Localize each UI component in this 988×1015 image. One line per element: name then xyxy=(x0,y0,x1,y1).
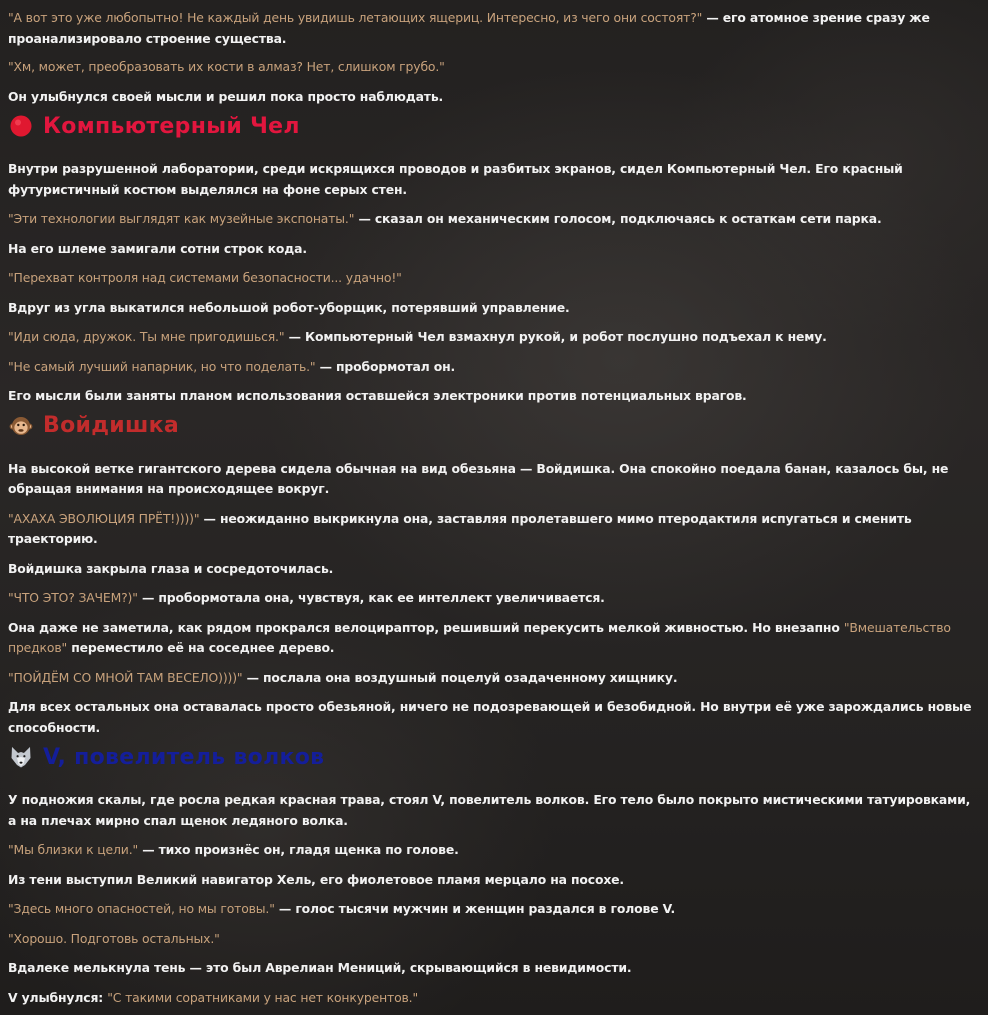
paragraph xyxy=(8,239,972,260)
paragraph xyxy=(8,790,972,831)
narration-text: Вдалеке мелькнула тень — это был Аврелиан Мениций, скрывающийся в невидимости. xyxy=(8,960,632,975)
paragraph xyxy=(8,459,972,500)
paragraph xyxy=(8,668,972,689)
narration-text: — тихо произнёс он, гладя щенка по голове. xyxy=(138,842,459,857)
dialogue-quote: "Здесь много опасностей, но мы готовы." xyxy=(8,901,275,916)
section-heading-voidishka xyxy=(8,407,972,445)
narration-text: Для всех остальных она оставалась просто обезьяной, ничего не подозревающей и безобидной. Но внутри её уже зарождались новые способности. xyxy=(8,699,972,735)
section-title: Войдишка xyxy=(43,413,180,438)
paragraph xyxy=(8,209,972,230)
paragraph xyxy=(8,697,972,738)
story-content xyxy=(8,8,972,1008)
dialogue-quote: "АХАХА ЭВОЛЮЦИЯ ПРЁТ!))))" xyxy=(8,510,200,526)
dialogue-quote: "Перехват контроля над системами безопасности... удачно!" xyxy=(8,270,402,285)
paragraph xyxy=(8,386,972,407)
narration-text: — неожиданно выкрикнула она, заставляя пролетавшего мимо птеродактиля испугаться и сменить траекторию. xyxy=(8,510,912,546)
section-title: V, повелитель волков xyxy=(43,744,325,770)
paragraph xyxy=(8,357,972,378)
paragraph xyxy=(8,588,972,609)
narration-text: Его мысли были заняты планом использования оставшейся электроники против потенциальных врагов. xyxy=(8,388,747,403)
narration-text: — сказал он механическим голосом, подключаясь к остаткам сети парка. xyxy=(354,211,882,226)
paragraph xyxy=(8,870,972,891)
narration-text: Внутри разрушенной лаборатории, среди искрящихся проводов и разбитых экранов, сидел Компьютерный Чел. Его красный футуристичный костюм выделялся на фоне серых стен. xyxy=(8,161,903,197)
narration-text: У подножия скалы, где росла редкая красная трава, стоял V, повелитель волков. Его тело было покрыто мистическими татуировками, а на плечах мирно спал щенок ледяного волка. xyxy=(8,792,971,828)
paragraph xyxy=(8,298,972,319)
dialogue-quote: "Не самый лучший напарник, но что поделать." xyxy=(8,358,316,374)
paragraph xyxy=(8,958,972,979)
dialogue-quote: "ПОЙДЁМ СО МНОЙ ТАМ ВЕСЕЛО))))" xyxy=(8,669,243,685)
narration-text: — Компьютерный Чел взмахнул рукой, и робот послушно подъехал к нему. xyxy=(284,329,827,344)
dialogue-quote: "Иди сюда, дружок. Ты мне пригодишься." xyxy=(8,329,285,344)
narration-text: Вдруг из угла выкатился небольшой робот-уборщик, потерявший управление. xyxy=(8,299,570,315)
paragraph xyxy=(8,159,972,200)
dialogue-quote: "С такими соратниками у нас нет конкурентов." xyxy=(107,989,419,1005)
paragraph xyxy=(8,87,972,108)
section-heading-computer-guy xyxy=(8,107,972,145)
dialogue-quote: "Вмешательство предков" xyxy=(8,619,951,655)
dialogue-quote: "Хорошо. Подготовь остальных." xyxy=(8,930,220,946)
paragraph xyxy=(8,618,972,659)
narration-text: — послала она воздушный поцелуй озадаченному хищнику. xyxy=(242,669,678,685)
paragraph xyxy=(8,57,972,78)
narration-text: На его шлеме замигали сотни строк кода. xyxy=(8,240,307,256)
narration-text: — голос тысячи мужчин и женщин раздался в голове V. xyxy=(274,901,676,916)
paragraph xyxy=(8,559,972,580)
paragraph xyxy=(8,840,972,861)
monkey-face-icon xyxy=(8,413,34,439)
narration-text: Из тени выступил Великий навигатор Хель, его фиолетовое пламя мерцало на посохе. xyxy=(8,871,624,887)
narration-text: — его атомное зрение сразу же проанализировало строение существа. xyxy=(8,10,930,46)
narration-text: V улыбнулся: xyxy=(8,989,108,1005)
narration-text: Войдишка закрыла глаза и сосредоточилась. xyxy=(8,560,334,576)
red-circle-icon xyxy=(8,113,34,139)
section-heading-wolf-lord xyxy=(8,738,972,776)
paragraph xyxy=(8,327,972,348)
paragraph xyxy=(8,8,972,49)
narration-text: — пробормотала она, чувствуя, как ее интеллект увеличивается. xyxy=(137,590,605,605)
narration-text: Он улыбнулся своей мысли и решил пока просто наблюдать. xyxy=(8,88,444,104)
wolf-face-icon xyxy=(8,744,34,770)
paragraph xyxy=(8,899,972,920)
narration-text: На высокой ветке гигантского дерева сидела обычная на вид обезьяна — Войдишка. Она спокойно поедала банан, казалось бы, не обращая внимания на происходящее вокруг. xyxy=(8,460,949,496)
paragraph xyxy=(8,929,972,950)
narration-text: Она даже не заметила, как рядом прокрался велоцираптор, решивший перекусить мелкой живностью. Но внезапно xyxy=(8,619,844,635)
dialogue-quote: "Эти технологии выглядят как музейные экспонаты." xyxy=(8,211,355,226)
narration-text: — пробормотал он. xyxy=(315,358,456,374)
paragraph xyxy=(8,509,972,550)
dialogue-quote: "ЧТО ЭТО? ЗАЧЕМ?)" xyxy=(8,590,138,605)
narration-text: переместило её на соседнее дерево. xyxy=(67,640,335,655)
paragraph xyxy=(8,988,972,1009)
dialogue-quote: "Хм, может, преобразовать их кости в алмаз? Нет, слишком грубо." xyxy=(8,59,445,74)
section-title: Компьютерный Чел xyxy=(43,113,300,139)
dialogue-quote: "А вот это уже любопытно! Не каждый день увидишь летающих ящериц. Интересно, из чего они состоят?" xyxy=(8,10,703,25)
paragraph xyxy=(8,268,972,289)
dialogue-quote: "Мы близки к цели." xyxy=(8,842,139,857)
